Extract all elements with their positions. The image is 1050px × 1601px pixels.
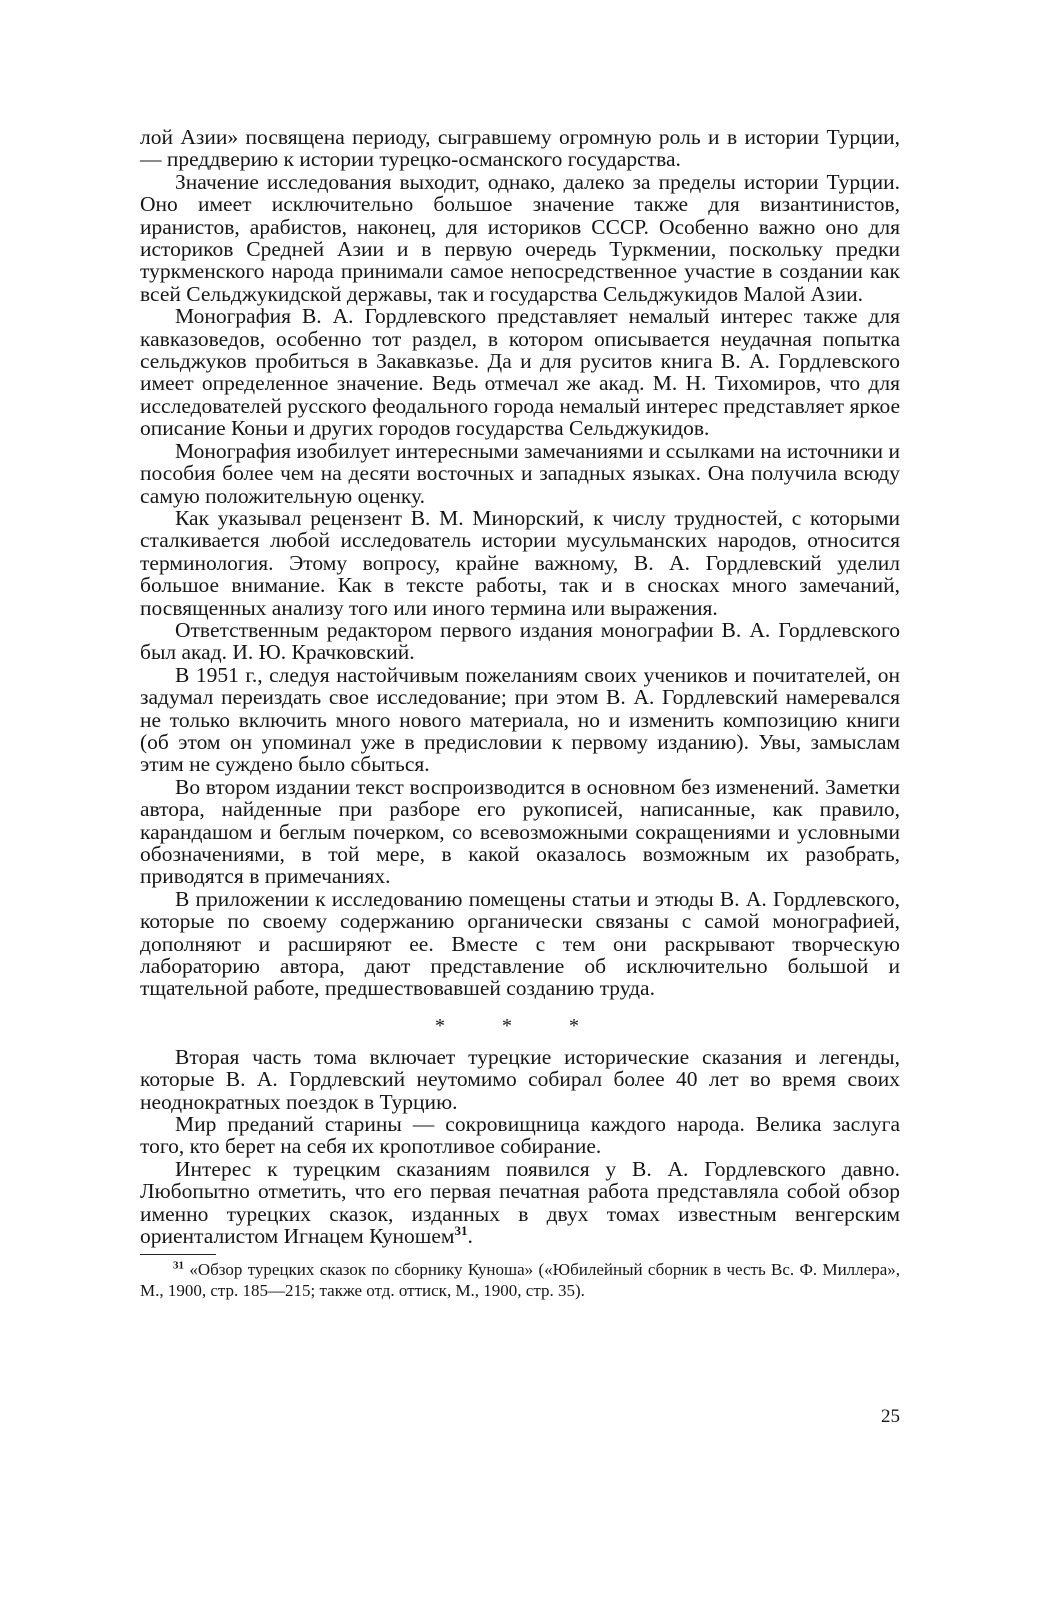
footnote-number: 31 — [173, 1258, 184, 1271]
paragraph-6: Ответственным редактором первого издания монографии В. А. Гордлевского был акад. И. Ю. Крачковский. — [140, 617, 900, 665]
paragraph-3: Монография В. А. Гордлевского представляет немалый интерес также для кавказоведов, особенно тот раздел, в котором описывается неудачная попытка сельджуков пробиться в Закавказье. Да и для руситов книга В. А. Гордлевского имеет определенное значение. Ведь отмечал же акад. М. Н. Тихомиров, что для исследователей русского феодального города немалый интерес представляет яркое описание Коньи и других городов государства Сельджукидов. — [140, 304, 900, 441]
paragraph-5: Как указывал рецензент В. М. Минорский, к числу трудностей, с которыми сталкивается любой исследователь истории мусульманских народов, относится терминология. Этому вопросу, крайне важному, В. А. Гордлевский уделил большое внимание. Как в тексте работы, так и в сносках много замечаний, посвященных анализу того или иного термина или выражения. — [140, 505, 900, 620]
paragraph-8: Во втором издании текст воспроизводится в основном без изменений. Заметки автора, найденные при разборе его рукописей, написанные, как правило, карандашом и беглым почерком, со всевозможными сокращениями и условными обозначениями, в той мере, в какой оказалось возможным их разобрать, приводятся в примечаниях. — [140, 774, 900, 889]
section-divider: * * * — [435, 1014, 605, 1037]
paragraph-2: Значение исследования выходит, однако, далеко за пределы истории Турции. Оно имеет исключительно большое значение также для византинистов, иранистов, арабистов, наконец, для историков СССР. Особенно важно оно для историков Средней Азии и в первую очередь Туркмении, поскольку предки туркменского народа принимали самое непосредственное участие в создании как всей Сельджукидской державы, так и государства Сельджукидов Малой Азии. — [140, 169, 900, 306]
page-body — [140, 126, 900, 1301]
footnote-rule — [140, 1254, 216, 1255]
paragraph-7: В 1951 г., следуя настойчивым пожеланиям своих учеников и почитателей, он задумал переиздать свое исследование; при этом В. А. Гордлевский намеревался не только включить много нового материала, но и изменить композицию книги (об этом он упоминал уже в предисловии к первому изданию). Увы, замыслам этим не суждено было сбыться. — [140, 662, 900, 777]
paragraph-last — [140, 1158, 900, 1248]
paragraph-1: лой Азии» посвящена периоду, сыгравшему огромную роль и в истории Турции, — преддверию к истории турецко-османского государства. — [140, 125, 900, 172]
page-number: 25 — [881, 1406, 900, 1427]
paragraph-9: В приложении к исследованию помещены статьи и этюды В. А. Гордлевского, которые по своему содержанию органически связаны с самой монографией, дополняют и расширяют ее. Вместе с тем они раскрывают творческую лабораторию автора, дают представление об исключительно большой и тщательной работе, предшествовавшей созданию труда. — [140, 886, 900, 1001]
text-block-bottom — [140, 1046, 900, 1158]
paragraph-part2-1: Вторая часть тома включает турецкие исторические сказания и легенды, которые В. А. Гордлевский неутомимо собирал более 40 лет во время своих неоднократных поездок в Турцию. — [140, 1044, 900, 1114]
paragraph-last-end: . — [467, 1224, 473, 1249]
paragraph-last-text: Интерес к турецким сказаниям появился у В. А. Гордлевского давно. Любопытно отметить, что его первая печатная работа представляла собой обзор именно турецких сказок, изданных в двух томах известным венгерским ориенталистом Игнацем Куношем — [140, 1156, 900, 1249]
paragraph-part2-2: Мир преданий старины — сокровищница каждого народа. Велика заслуга того, кто берет на себя их кропотливое собирание. — [140, 1112, 900, 1159]
paragraph-4: Монография изобилует интересными замечаниями и ссылками на источники и пособия более чем на десяти восточных и западных языках. Она получила всюду самую положительную оценку. — [140, 438, 900, 508]
text-block-top — [140, 126, 900, 1000]
footnote-text: «Обзор турецких сказок по сборнику Куноша» («Юбилейный сборник в честь Вс. Ф. Миллера», М., 1900, стр. 185—215; также отд. оттиск, М., 1900, стр. 35). — [140, 1259, 900, 1300]
footnote-reference: 31 — [454, 1222, 468, 1238]
footnote — [140, 1259, 900, 1301]
